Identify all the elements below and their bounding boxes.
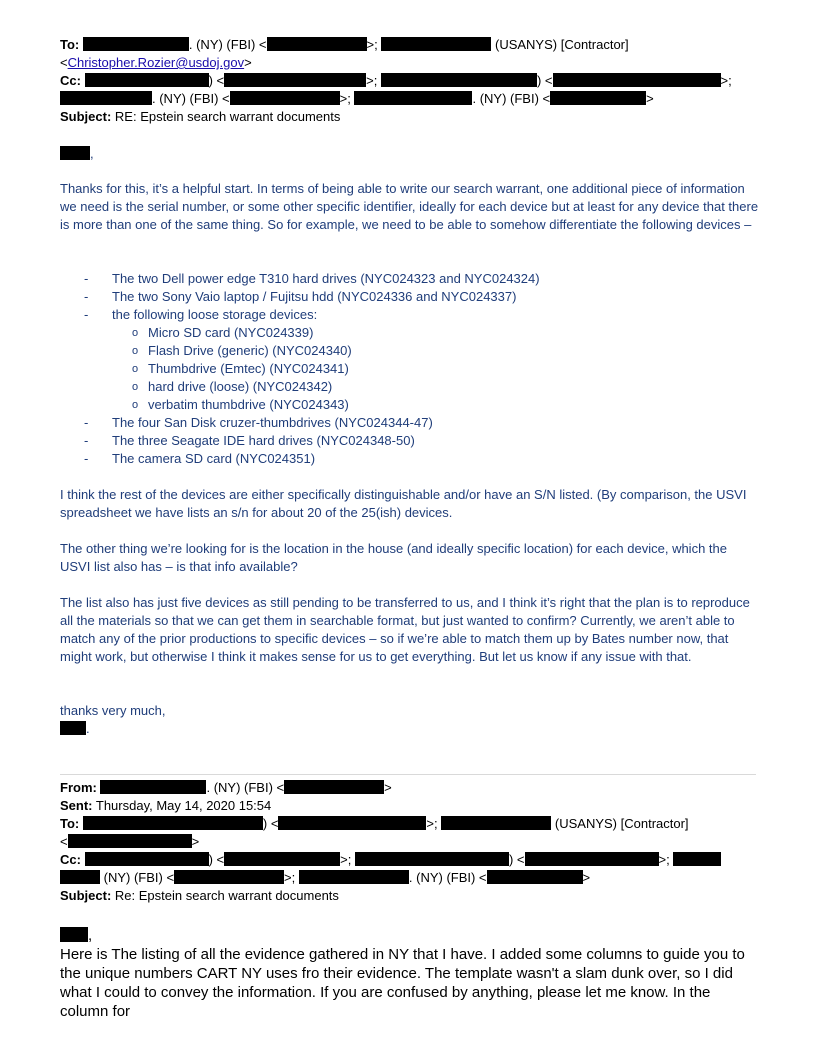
list-dash: - [84, 307, 89, 322]
closing: thanks very much, [60, 703, 166, 718]
body-paragraph-4: The list also has just five devices as still pending to be transferred to us, and I think it’s right that the plan is to reproduce all the materials so that we can get them in searchable format, but just wanted to confirm? Currently, we aren’t able to match any of the prior productions to specific devices – so if we’re able to match them up by Bates number now, that might work, but otherwise I think it makes sense for us to get everything. But let us know if any issue with that. [60, 595, 750, 664]
cc-text: >; [339, 91, 351, 106]
from-line [60, 779, 392, 797]
redaction [354, 91, 472, 105]
to-text: > [244, 55, 252, 70]
cc-text: >; [340, 852, 352, 867]
redaction [550, 91, 646, 105]
greeting-2 [60, 926, 92, 945]
redaction [673, 852, 721, 866]
list-dash: - [84, 451, 89, 466]
cc-text: . (NY) (FBI) < [408, 870, 487, 885]
redaction [487, 870, 583, 884]
subject-line [60, 108, 340, 126]
redaction [60, 870, 100, 884]
redaction [230, 91, 340, 105]
redaction [60, 146, 90, 160]
from-label: From: [60, 780, 97, 795]
sublist-item: hard drive (loose) (NYC024342) [148, 379, 333, 394]
cc-text: ) < [208, 852, 225, 867]
from-text: > [384, 780, 392, 795]
redaction [100, 780, 206, 794]
list-dash: - [84, 415, 89, 430]
cc-text: (NY) (FBI) < [103, 870, 175, 885]
redaction [525, 852, 659, 866]
from-text: . (NY) (FBI) < [206, 780, 285, 795]
to-text: (USANYS) [Contractor] [554, 816, 689, 831]
cc-text: >; [658, 852, 670, 867]
to-text: ) < [262, 816, 279, 831]
sent-line [60, 797, 271, 815]
list-dash: - [84, 289, 89, 304]
body-paragraph-3: The other thing we’re looking for is the location in the house (and ideally specific location) for each device, which the USVI list also has – is that info available? [60, 541, 727, 574]
signature [60, 720, 90, 738]
cc-label: Cc: [60, 73, 81, 88]
cc-text: >; [284, 870, 296, 885]
sublist-bullet: o [132, 327, 139, 339]
redaction [553, 73, 721, 87]
to-text: < [60, 55, 68, 70]
cc-text: ) < [536, 73, 553, 88]
redaction [381, 37, 491, 51]
cc-text: > [646, 91, 654, 106]
to-text: < [60, 834, 68, 849]
sublist-item: verbatim thumbdrive (NYC024343) [148, 397, 349, 412]
cc-label: Cc: [60, 852, 81, 867]
to-text: >; [366, 37, 378, 52]
redaction [83, 816, 263, 830]
message-divider [60, 774, 756, 775]
list-item: The camera SD card (NYC024351) [112, 451, 316, 466]
subject-label: Subject: [60, 109, 112, 124]
sublist-bullet: o [132, 381, 139, 393]
cc-line [60, 851, 721, 869]
to-text: >; [426, 816, 438, 831]
email-link[interactable]: Christopher.Rozier@usdoj.gov [67, 55, 245, 70]
sublist-item: Flash Drive (generic) (NYC024340) [148, 343, 352, 358]
redaction [60, 927, 88, 942]
to-text: . (NY) (FBI) < [188, 37, 267, 52]
redaction [278, 816, 426, 830]
sent-text: Thursday, May 14, 2020 15:54 [95, 798, 272, 813]
greeting [60, 145, 94, 163]
subject-text: Re: Epstein search warrant documents [114, 888, 339, 903]
sublist-item: Thumbdrive (Emtec) (NYC024341) [148, 361, 349, 376]
cc-line-2 [60, 869, 590, 887]
redaction [85, 852, 209, 866]
redaction [381, 73, 537, 87]
to-line [60, 36, 629, 54]
to-line [60, 815, 689, 833]
redaction [174, 870, 284, 884]
sublist-bullet: o [132, 399, 139, 411]
redaction [83, 37, 189, 51]
list-dash: - [84, 271, 89, 286]
subject-line [60, 887, 339, 905]
sent-label: Sent: [60, 798, 93, 813]
body-paragraph-1: Thanks for this, it’s a helpful start. In terms of being able to write our search warrant, one additional piece of information we need is the serial number, or some other specific identifier, ideally for each device but at least for any device that there is more than one of the same thing. So for example, we need to be able to somehow differentiate the following devices – [60, 181, 759, 232]
list-item: The two Sony Vaio laptop / Fujitsu hdd (NYC024336 and NYC024337) [112, 289, 517, 304]
to-line-2 [60, 54, 252, 72]
sublist-bullet: o [132, 363, 139, 375]
redaction [68, 834, 192, 848]
redaction [60, 721, 86, 735]
cc-line-2 [60, 90, 654, 108]
redaction [299, 870, 409, 884]
body-paragraph-reply: Here is The listing of all the evidence gathered in NY that I have. I added some columns to guide you to the unique numbers CART NY uses fro their evidence. The template wasn't a slam dunk over, so I did what I could to convey the information. If you are confused by anything, please let me know. In the column for [60, 946, 745, 1020]
redaction [224, 852, 340, 866]
list-item: The two Dell power edge T310 hard drives (NYC024323 and NYC024324) [112, 271, 540, 286]
signature-text: . [86, 721, 90, 736]
cc-text: >; [366, 73, 378, 88]
list-item: the following loose storage devices: [112, 307, 318, 322]
cc-text: . (NY) (FBI) < [472, 91, 551, 106]
sublist-item: Micro SD card (NYC024339) [148, 325, 314, 340]
redaction [267, 37, 367, 51]
cc-text: . (NY) (FBI) < [152, 91, 230, 106]
cc-text: ) < [208, 73, 225, 88]
to-text: > [191, 834, 200, 849]
list-item: The three Seagate IDE hard drives (NYC024348-50) [112, 433, 415, 448]
cc-text: ) < [508, 852, 525, 867]
redaction [441, 816, 551, 830]
redaction [85, 73, 209, 87]
greeting-text: , [90, 146, 94, 161]
cc-line [60, 72, 732, 90]
redaction [284, 780, 384, 794]
to-label: To: [60, 816, 80, 831]
list-dash: - [84, 433, 89, 448]
cc-text: > [582, 870, 591, 885]
to-text: (USANYS) [Contractor] [494, 37, 629, 52]
subject-text: RE: Epstein search warrant documents [114, 109, 341, 124]
to-line-2 [60, 833, 199, 851]
greeting-text: , [88, 927, 93, 944]
cc-text: >; [720, 73, 732, 88]
redaction [224, 73, 366, 87]
sublist-bullet: o [132, 345, 139, 357]
list-item: The four San Disk cruzer-thumbdrives (NYC024344-47) [112, 415, 433, 430]
redaction [60, 91, 152, 105]
body-paragraph-2: I think the rest of the devices are either specifically distinguishable and/or have an S/N listed. (By comparison, the USVI spreadsheet we have lists an s/n for about 20 of the 25(ish) devices. [60, 487, 747, 520]
to-label: To: [60, 37, 80, 52]
subject-label: Subject: [60, 888, 112, 903]
redaction [355, 852, 509, 866]
